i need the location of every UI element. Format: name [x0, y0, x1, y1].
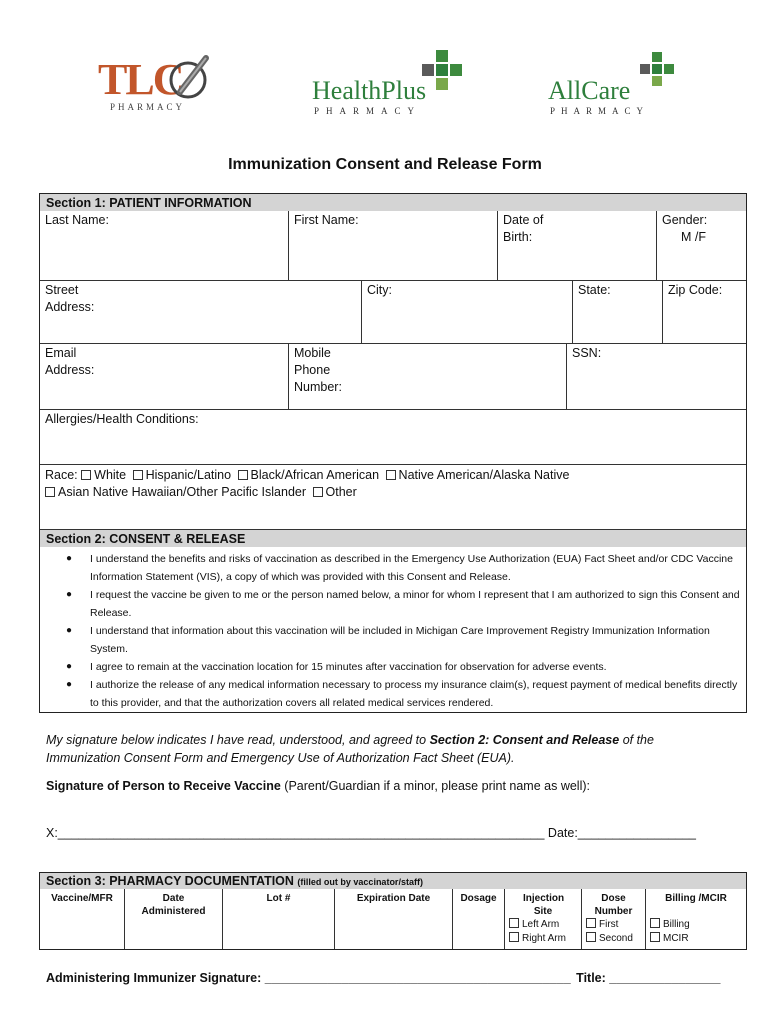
bullet-dot-icon: ● [66, 589, 73, 600]
second-dose-checkbox[interactable] [586, 932, 596, 942]
race-checkbox-other[interactable] [313, 487, 323, 497]
race-checkbox-black[interactable] [238, 470, 248, 480]
billing-option-mcir[interactable] [646, 932, 746, 946]
consent-bullet [40, 658, 746, 676]
race-option-native-american: Native American/Alaska Native [398, 468, 570, 482]
col-header-billing: Billing /MCIR [665, 893, 727, 904]
col-lot-number[interactable] [223, 889, 335, 949]
note-text-1: My signature below indicates I have read, understood, and agreed to [46, 733, 430, 747]
dob-label-1: Date of [503, 213, 544, 227]
allergies-label: Allergies/Health Conditions: [45, 412, 199, 426]
billing-option-billing[interactable] [646, 918, 746, 932]
tlc-logo-subtext: PHARMACY [110, 102, 186, 112]
consent-bullet [40, 676, 746, 712]
mcir-label: MCIR [663, 933, 689, 944]
col-header-lot: Lot # [266, 893, 291, 904]
col-date-administered[interactable] [125, 889, 223, 949]
race-line-2 [45, 484, 357, 501]
title-label: Title: ________________ [576, 971, 721, 985]
allcare-pharmacy-logo [546, 48, 696, 118]
race-checkbox-native-american[interactable] [386, 470, 396, 480]
consent-bullet-text: I understand that information about this vaccination will be included in Michigan Care Improvement Registry Immunization Information System. [90, 625, 710, 655]
col-header-vaccine: Vaccine/MFR [51, 893, 113, 904]
city-label: City: [367, 283, 392, 297]
ssn-label: SSN: [572, 346, 602, 360]
bullet-dot-icon: ● [66, 553, 73, 564]
bullet-dot-icon: ● [66, 679, 73, 690]
note-text-2: of the Immunization Consent Form and Emergency Use of Authorization Fact Sheet (EUA). [46, 733, 654, 765]
signature-agreement-note [46, 731, 726, 767]
email-label-1: Email [45, 346, 77, 360]
first-dose-label: First [599, 919, 619, 930]
col-vaccine-mfr[interactable] [40, 889, 125, 949]
tlc-logo-text: TLC [98, 55, 183, 104]
last-name-label: Last Name: [45, 213, 109, 227]
dose-option-second[interactable] [582, 932, 645, 946]
first-dose-checkbox[interactable] [586, 918, 596, 928]
consent-bullet [40, 550, 746, 586]
billing-checkbox[interactable] [650, 918, 660, 928]
section3-note: (filled out by vaccinator/staff) [297, 877, 423, 887]
tlc-pharmacy-logo [96, 52, 216, 116]
mobile-phone-cell[interactable] [289, 344, 567, 410]
col-header-injection-site: Injection Site [523, 893, 565, 917]
healthplus-cross-icon [422, 50, 462, 90]
race-checkbox-asian[interactable] [45, 487, 55, 497]
email-label-2: Address: [45, 363, 95, 377]
consent-bullet-text: I agree to remain at the vaccination location for 15 minutes after vaccination for observation for adverse events. [90, 661, 607, 673]
consent-bullet-text: I authorize the release of any medical information necessary to process my insurance claim(s), request payment of medical benefits directly to this provider, and that the authorization covers all related medical services rendered. [90, 679, 738, 709]
allcare-logo-subtext: PHARMACY [550, 106, 650, 116]
first-name-cell[interactable] [289, 211, 498, 281]
first-name-label: First Name: [294, 213, 359, 227]
right-arm-checkbox[interactable] [509, 932, 519, 942]
administering-signature-line[interactable] [46, 971, 721, 985]
second-dose-label: Second [599, 933, 633, 944]
race-cell [40, 465, 746, 530]
mobile-label-1: Mobile [294, 346, 331, 360]
col-header-date: Date Administered [141, 893, 206, 917]
race-checkbox-white[interactable] [81, 470, 91, 480]
bullet-dot-icon: ● [66, 661, 73, 672]
race-checkbox-hispanic[interactable] [133, 470, 143, 480]
healthplus-logo-text: HealthPlus [312, 76, 427, 105]
street-label-1: Street [45, 283, 79, 297]
consent-bullet-text: I request the vaccine be given to me or the person named below, a minor for whom I represent that I am authorized to sign this Consent and Release. [90, 589, 740, 619]
street-label-2: Address: [45, 300, 95, 314]
col-dose-number [582, 889, 646, 949]
col-billing-mcir [646, 889, 746, 949]
mobile-label-2: Phone [294, 363, 331, 377]
note-bold-text: Section 2: Consent and Release [429, 733, 620, 747]
last-name-cell[interactable] [40, 211, 289, 281]
dose-option-first[interactable] [582, 918, 645, 932]
gender-cell[interactable] [657, 211, 746, 281]
allergies-cell[interactable] [40, 410, 746, 465]
race-option-asian: Asian Native Hawaiian/Other Pacific Islander [58, 485, 307, 499]
left-arm-label: Left Arm [522, 919, 560, 930]
signature-date-line[interactable]: X:______________________________________________________________________ Date:_________________ [46, 826, 696, 840]
col-dosage[interactable] [453, 889, 505, 949]
race-line-1 [45, 467, 569, 484]
race-option-hispanic: Hispanic/Latino [145, 468, 232, 482]
right-arm-label: Right Arm [522, 933, 566, 944]
logo-row [0, 48, 770, 128]
signature-instruction [46, 779, 590, 793]
consent-bullet [40, 622, 746, 658]
billing-label: Billing [663, 919, 690, 930]
allcare-logo-text: AllCare [548, 76, 631, 105]
bullet-dot-icon: ● [66, 625, 73, 636]
race-option-white: White [94, 468, 127, 482]
consent-bullet-text: I understand the benefits and risks of vaccination as described in the Emergency Use Authorization (EUA) Fact Sheet and/or CDC Vaccine Information Statement (VIS), a copy of which was provided with this Consent and Release. [90, 553, 733, 583]
injection-option-left[interactable] [505, 918, 581, 932]
dob-label-2: Birth: [503, 230, 533, 244]
consent-bullet [40, 586, 746, 622]
gender-label: Gender: [662, 213, 708, 227]
section1-header: Section 1: PATIENT INFORMATION [40, 194, 746, 211]
admin-signature-label: Administering Immunizer Signature: ____________________________________________ [46, 971, 571, 985]
signature-rest-label: (Parent/Guardian if a minor, please print name as well): [280, 779, 590, 793]
left-arm-checkbox[interactable] [509, 918, 519, 928]
email-cell[interactable] [40, 344, 289, 410]
race-option-other: Other [325, 485, 357, 499]
allcare-cross-icon [640, 52, 680, 92]
zip-code-label: Zip Code: [668, 283, 723, 297]
consent-bullet-list [40, 550, 746, 712]
ssn-cell[interactable] [567, 344, 746, 410]
state-label: State: [578, 283, 611, 297]
city-cell[interactable] [362, 281, 573, 344]
dob-cell[interactable] [498, 211, 657, 281]
signature-bold-label: Signature of Person to Receive Vaccine [46, 779, 281, 793]
section3-header [40, 873, 746, 889]
mortar-pestle-icon [166, 52, 212, 108]
race-option-black: Black/African American [250, 468, 380, 482]
healthplus-pharmacy-logo [310, 48, 470, 118]
injection-option-right[interactable] [505, 932, 581, 946]
state-cell[interactable] [573, 281, 663, 344]
col-injection-site [505, 889, 582, 949]
col-header-expiration: Expiration Date [356, 893, 431, 904]
section2-header: Section 2: CONSENT & RELEASE [40, 530, 746, 547]
col-expiration-date[interactable] [335, 889, 453, 949]
zip-code-cell[interactable] [663, 281, 746, 344]
mcir-checkbox[interactable] [650, 932, 660, 942]
healthplus-logo-subtext: PHARMACY [314, 106, 422, 116]
gender-options: M /F [681, 230, 706, 244]
mobile-label-3: Number: [294, 380, 342, 394]
col-header-dosage: Dosage [460, 893, 497, 904]
race-label: Race: [45, 468, 78, 482]
street-address-cell[interactable] [40, 281, 362, 344]
col-header-dose-number: Dose Number [594, 893, 633, 917]
form-title: Immunization Consent and Release Form [228, 156, 542, 173]
section3-title: Section 3: PHARMACY DOCUMENTATION [46, 874, 294, 888]
